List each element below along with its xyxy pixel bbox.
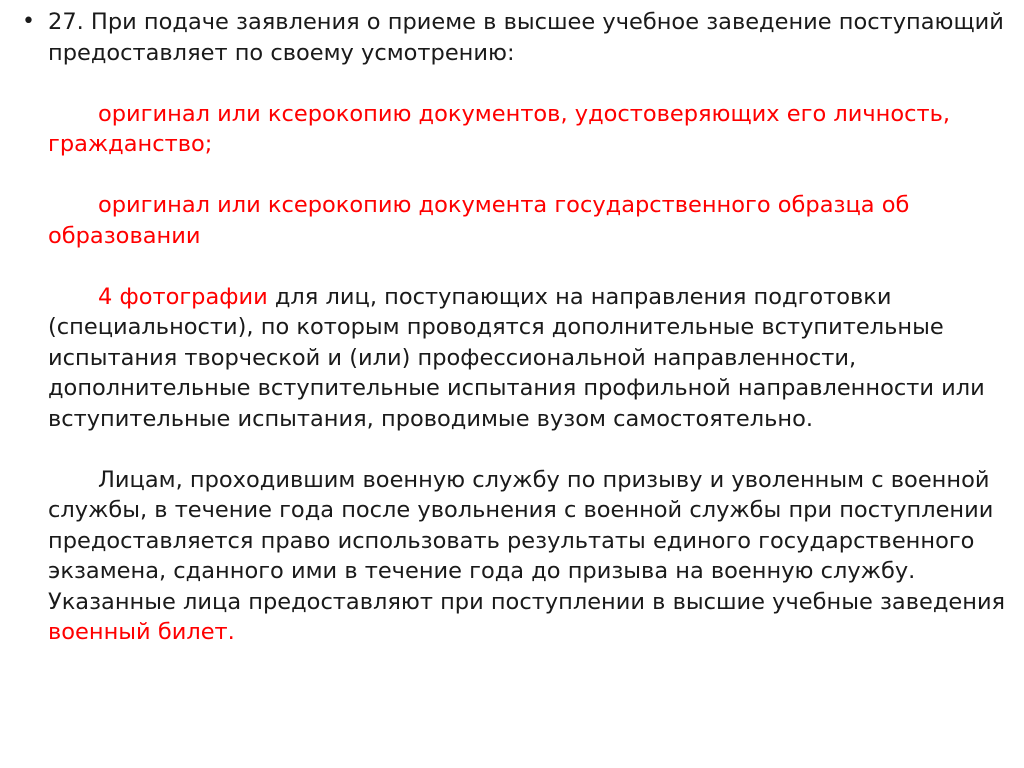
spacer	[48, 160, 1013, 191]
military-description: Лицам, проходившим военную службу по призыву и уволенным с военной службы, в течение года после увольнения с военной службы при поступлении предоставляется право использовать результаты единого государственного экзамена, сданного ими в течение года до призыва на военную службу. Указанные лица предоставляют при поступлении в высшие учебные заведения	[48, 466, 1006, 615]
item-identity-documents: оригинал или ксерокопию документов, удостоверяющих его личность, гражданство;	[48, 100, 951, 157]
item-military-service	[48, 465, 1013, 648]
slide-content	[48, 7, 1013, 648]
spacer	[48, 68, 1013, 99]
photos-description: для лиц, поступающих на направления подготовки (специальности), по которым проводятся дополнительные вступительные испытания творческой и (или) профессиональной направленности, дополнительные вступительные испытания профильной направленности или вступительные испытания, проводимые вузом самостоятельно.	[48, 283, 985, 432]
bullet-marker: •	[22, 9, 35, 34]
item-photos	[48, 282, 1013, 435]
photos-highlight: 4 фотографии	[98, 283, 268, 310]
military-id-highlight: военный билет.	[48, 619, 235, 645]
intro-paragraph: 27. При подаче заявления о приеме в высшее учебное заведение поступающий предоставляет по своему усмотрению:	[48, 9, 1004, 66]
spacer	[48, 251, 1013, 282]
item-education-document: оригинал или ксерокопию документа государственного образца об образовании	[48, 192, 910, 249]
spacer	[48, 434, 1013, 465]
